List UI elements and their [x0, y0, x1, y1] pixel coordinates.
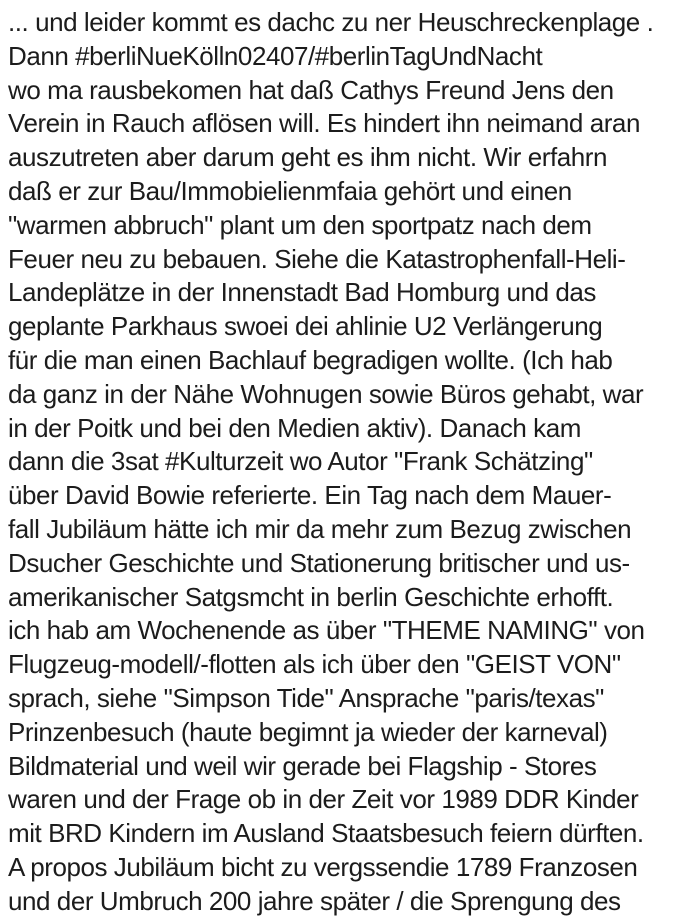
text-line: daß er zur Bau/Immobielienmfaia gehört und einen	[8, 175, 572, 206]
text-line: wo ma rausbekomen hat daß Cathys Freund Jens den	[8, 74, 614, 105]
text-line: ... und leider kommt es dachc zu ner Heuschreckenplage .	[8, 7, 654, 37]
text-line: Feuer neu zu bebauen. Siehe die Katastrophenfall-Heli-	[8, 243, 626, 274]
text-line: waren und der Frage ob in der Zeit vor 1989 DDR Kinder	[8, 784, 639, 815]
text-line: fall Jubiläum hätte ich mir da mehr zum Bezug zwischen	[8, 513, 632, 544]
text-line: "warmen abbruch" plant um den sportpatz nach dem	[8, 209, 592, 240]
text-line: Dann #berliNueKölln02407/#berlinTagUndNacht	[8, 40, 543, 71]
text-line: A propos Jubiläum bicht zu vergssendie 1789 Franzosen	[8, 851, 638, 882]
text-line: sprach, siehe "Simpson Tide" Ansprache "paris/texas"	[8, 682, 604, 713]
text-line: Dsucher Geschichte und Stationerung britischer und us-	[8, 547, 630, 578]
text-line: auszutreten aber darum geht es ihm nicht. Wir erfahrn	[8, 142, 607, 173]
text-line: dann die 3sat #Kulturzeit wo Autor "Frank Schätzing"	[8, 446, 593, 477]
text-content	[8, 6, 682, 919]
text-line: Flugzeug-modell/-flotten als ich über den "GEIST VON"	[8, 649, 621, 680]
text-line: ich hab am Wochenende as über "THEME NAMING" von	[8, 615, 645, 646]
text-line: über David Bowie referierte. Ein Tag nach dem Mauer-	[8, 480, 612, 511]
text-line: amerikanischer Satgsmcht in berlin Geschichte erhofft.	[8, 581, 614, 612]
text-line: Landeplätze in der Innenstadt Bad Homburg und das	[8, 277, 596, 308]
text-line: Bildmaterial und weil wir gerade bei Flagship - Stores	[8, 750, 597, 781]
text-line: Verein in Rauch aflösen will. Es hindert ihn neimand aran	[8, 108, 640, 139]
text-line: da ganz in der Nähe Wohnugen sowie Büros gehabt, war	[8, 378, 644, 409]
text-line: und der Umbruch 200 jahre später / die Sprengung des	[8, 885, 621, 916]
text-line: für die man einen Bachlauf begradigen wollte. (Ich hab	[8, 344, 613, 375]
text-line: Prinzenbesuch (haute begimnt ja wieder der karneval)	[8, 716, 608, 747]
text-line: geplante Parkhaus swoei dei ahlinie U2 Verlängerung	[8, 311, 603, 342]
text-line: in der Poitk und bei den Medien aktiv). Danach kam	[8, 412, 581, 443]
text-line: mit BRD Kindern im Ausland Staatsbesuch feiern dürften.	[8, 818, 644, 849]
